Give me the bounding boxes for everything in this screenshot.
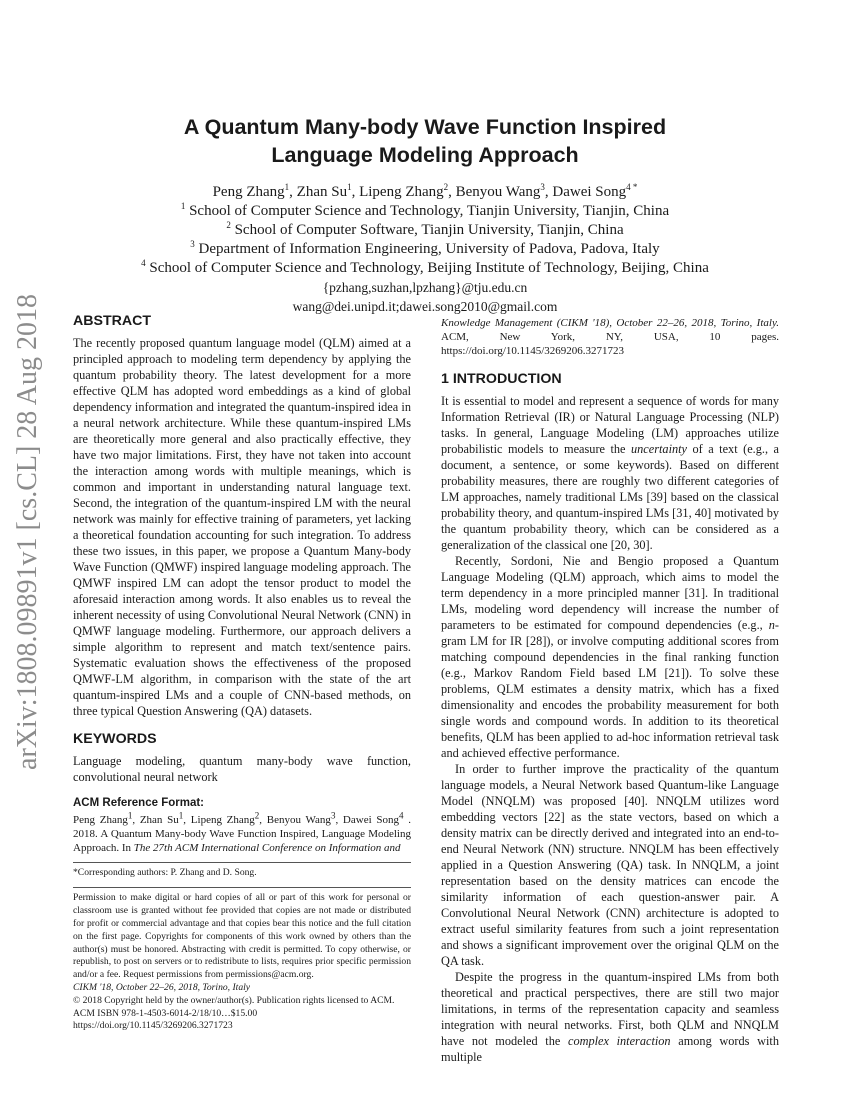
ref-author: , Dawei Song bbox=[335, 814, 399, 826]
permission-block bbox=[73, 887, 411, 1033]
isbn-line: ACM ISBN 978-1-4503-6014-2/18/10…$15.00 bbox=[73, 1007, 258, 1019]
affiliation-number: 1 bbox=[180, 201, 186, 211]
title-line-1: A Quantum Many-body Wave Function Inspired bbox=[183, 115, 667, 139]
title-line-2: Language Modeling Approach bbox=[271, 143, 579, 167]
affiliation-number: 4 bbox=[141, 258, 146, 268]
introduction-heading: 1 INTRODUCTION bbox=[441, 370, 562, 387]
author-name: Benyou Wang bbox=[455, 184, 541, 200]
abstract-heading: ABSTRACT bbox=[73, 313, 152, 329]
keywords-text: Language modeling, quantum many-body wave function, convolutional neural network bbox=[73, 754, 411, 784]
intro-text: Despite the progress in the quantum-inspired LMs from both theoretical and practical perspectives, there are still two major limitations, in terms of the representation capacity and seamless integration with neural networks. First, both QLM and NNQLM have not modeled the bbox=[441, 969, 779, 1048]
right-column bbox=[441, 316, 779, 1065]
intro-emphasis: uncertainty bbox=[631, 441, 688, 456]
affiliation-text: School of Computer Science and Technology, Tianjin University, Tianjin, China bbox=[189, 203, 670, 219]
author-name: Dawei Song bbox=[552, 184, 627, 200]
arxiv-stamp bbox=[6, 292, 50, 772]
ref-rest: ACM, New York, NY, USA, 10 pages. https://doi.org/10.1145/3269206.3271723 bbox=[441, 331, 779, 358]
ref-author: , Zhan Su bbox=[132, 814, 179, 826]
affiliation-number: 2 bbox=[226, 220, 231, 230]
intro-paragraph-1 bbox=[441, 393, 779, 553]
paper-title bbox=[120, 113, 730, 169]
ref-venue: The 27th ACM International Conference on Information and bbox=[133, 842, 401, 855]
left-column bbox=[73, 313, 411, 1033]
ref-venue-cont: Knowledge Management (CIKM '18), October 22–26, 2018, Torino, Italy. bbox=[441, 317, 779, 329]
intro-paragraph-4 bbox=[441, 969, 779, 1065]
intro-text: -gram LM for IR [28]), or involve computing additional scores from matching compound dependencies in the final ranking function (e.g., Markov Random Field based LM [21]). To solve these problems, QLM estimates a density matrix, which has a fixed dimensionality and encodes the probability measurement for both single words and compound words. In addition to its theoretical benefits, QLM has been applied to ad-hoc information retrieval task and achieved effective performance. bbox=[441, 617, 779, 760]
intro-text: It is essential to model and represent a sequence of words for many Information Retrieval (IR) or Natural Language Processing (NLP) tasks. In general, Language Modeling (LM) approaches utilize probabilistic models to measure the bbox=[441, 393, 779, 456]
ref-author: Peng Zhang bbox=[73, 814, 128, 826]
author-superscript: 3 bbox=[540, 182, 545, 192]
ref-superscript: 1 bbox=[127, 810, 133, 821]
ref-superscript: 4 bbox=[399, 810, 404, 821]
affiliation bbox=[110, 259, 740, 278]
author-name: Peng Zhang bbox=[212, 184, 285, 200]
intro-emphasis: complex interaction bbox=[567, 1033, 671, 1048]
intro-text: Recently, Sordoni, Nie and Bengio proposed a Quantum Language Modeling (QLM) approach, which aims to model the term dependency in a more principled manner [31]. In traditional LMs, modeling word dependency will increase the number of parameters to be estimated for compound dependencies (e.g., bbox=[441, 553, 779, 632]
author-superscript: 1 bbox=[284, 182, 290, 192]
affiliation bbox=[110, 221, 740, 240]
author-name: Zhan Su bbox=[296, 184, 348, 200]
acm-reference-heading: ACM Reference Format: bbox=[73, 797, 204, 809]
doi-line: https://doi.org/10.1145/3269206.3271723 bbox=[73, 1020, 233, 1032]
intro-paragraph-2 bbox=[441, 553, 779, 761]
ref-author: , Benyou Wang bbox=[259, 814, 331, 826]
affiliation-text: School of Computer Software, Tianjin University, Tianjin, China bbox=[234, 222, 624, 238]
conference-line: CIKM '18, October 22–26, 2018, Torino, Italy bbox=[73, 981, 251, 993]
author-superscript: 1 bbox=[347, 182, 352, 192]
author-name: Lipeng Zhang bbox=[359, 184, 444, 200]
keywords-heading: KEYWORDS bbox=[73, 731, 157, 747]
affiliation bbox=[110, 202, 740, 221]
affiliation-text: School of Computer Science and Technology, Beijing Institute of Technology, Beijing, China bbox=[149, 260, 709, 276]
acm-reference-continued bbox=[441, 316, 779, 359]
ref-citation: . 2018. A Quantum Many-body Wave Function Inspired, Language Modeling Approach. In bbox=[73, 814, 411, 855]
intro-emphasis: n bbox=[768, 617, 775, 632]
ref-author: , Lipeng Zhang bbox=[183, 814, 255, 826]
author-superscript: 2 bbox=[443, 182, 449, 192]
permission-text: Permission to make digital or hard copies of all or part of this work for personal or classroom use is granted without fee provided that copies are not made or distributed for profit or commercial advantage and that copies bear this notice and the full citation on the first page. Copyrights for components of this work owned by others than the author(s) must be honored. Abstracting with credit is permitted. To copy otherwise, or republish, to post on servers or to redistribute to lists, requires prior specific permission and/or a fee. Request permissions from permissions@acm.org. bbox=[73, 892, 411, 981]
email-line: {pzhang,suzhan,lpzhang}@tju.edu.cn bbox=[322, 280, 528, 295]
footnote: *Corresponding authors: P. Zhang and D. Song. bbox=[73, 862, 411, 880]
ref-superscript: 2 bbox=[254, 810, 260, 821]
arxiv-stamp-text: arXiv:1808.09891v1 [cs.CL] 28 Aug 2018 bbox=[12, 294, 43, 770]
intro-paragraph-3: In order to further improve the practicality of the quantum language models, a Neural Network based Quantum-like Language Model (NNQLM) was proposed [40]. NNQLM utilizes word embedding vectors [22] as the state vectors, based on which a density matrix can be directly derived and integrated into an end-to-end Neural Network (NN) structure. NNQLM has been effectively applied in a Question Answering (QA) task. In NNQLM, a joint representation based on the density matrices can encode the similarity information of each question-answer pair. A Convolutional Neural Network (CNN) architecture is adopted to extract useful similarity features from such a joint representation and shows a significant improvement over the original QLM on the QA task. bbox=[441, 761, 779, 968]
author-block bbox=[110, 183, 740, 316]
acm-reference-text bbox=[73, 810, 411, 856]
copyright-line: © 2018 Copyright held by the owner/author(s). Publication rights licensed to ACM. bbox=[73, 994, 395, 1006]
affiliation-text: Department of Information Engineering, University of Padova, Padova, Italy bbox=[198, 241, 660, 257]
affiliation bbox=[110, 240, 740, 259]
intro-text: of a text (e.g., a document, a sentence, or some keywords). Based on different probability measures, there are roughly two different categories of LM approaches, namely traditional LMs [39] based on the classical probability theory, and quantum-inspired LMs [31, 40] motivated by the quantum probability theory, which can be considered as a generalization of the classical one [20, 30]. bbox=[441, 441, 779, 552]
abstract-text: The recently proposed quantum language model (QLM) aimed at a principled approach to modeling term dependency by applying the quantum probability theory. The latest development for a more effective QLM has adopted word embeddings as a kind of global dependency information and integrated the quantum-inspired idea in a neural network architecture. While these quantum-inspired LMs are theoretically more general and also practically effective, they have two major limitations. First, they have not taken into account the interaction among words with multiple meanings, which is common and important in understanding natural language text. Second, the integration of the quantum-inspired LM with the neural network was mainly for effective training of parameters, yet lacking a theoretical foundation accounting for such integration. To address these two issues, in this paper, we propose a Quantum Many-body Wave Function (QMWF) inspired language modeling approach. The QMWF inspired LM can adopt the tensor product to model the aforesaid interaction among words. It also enables us to reveal the inherent necessity of using Convolutional Neural Network (CNN) in QMWF language modeling. Furthermore, our approach delivers a simple algorithm to represent and match text/sentence pairs. Systematic evaluation shows the effectiveness of the proposed QMWF-LM algorithm, in comparison with the state of the art quantum-inspired LMs and a couple of CNN-based methods, on three typical Question Answering (QA) datasets. bbox=[73, 336, 411, 718]
affiliation-number: 3 bbox=[190, 239, 195, 249]
author-superscript: 4 * bbox=[626, 182, 638, 192]
author-list: Peng Zhang$^1$, Zhan Su$^1$, Lipeng Zhang$^2$, Benyou Wang$^3$, Dawei Song$^{4 *}$ bbox=[212, 182, 638, 200]
email-line: wang@dei.unipd.it;dawei.song2010@gmail.com bbox=[292, 299, 558, 314]
intro-text: among words with multiple bbox=[441, 1033, 779, 1064]
ref-superscript: 1 bbox=[178, 810, 184, 821]
ref-superscript: 3 bbox=[330, 810, 336, 821]
